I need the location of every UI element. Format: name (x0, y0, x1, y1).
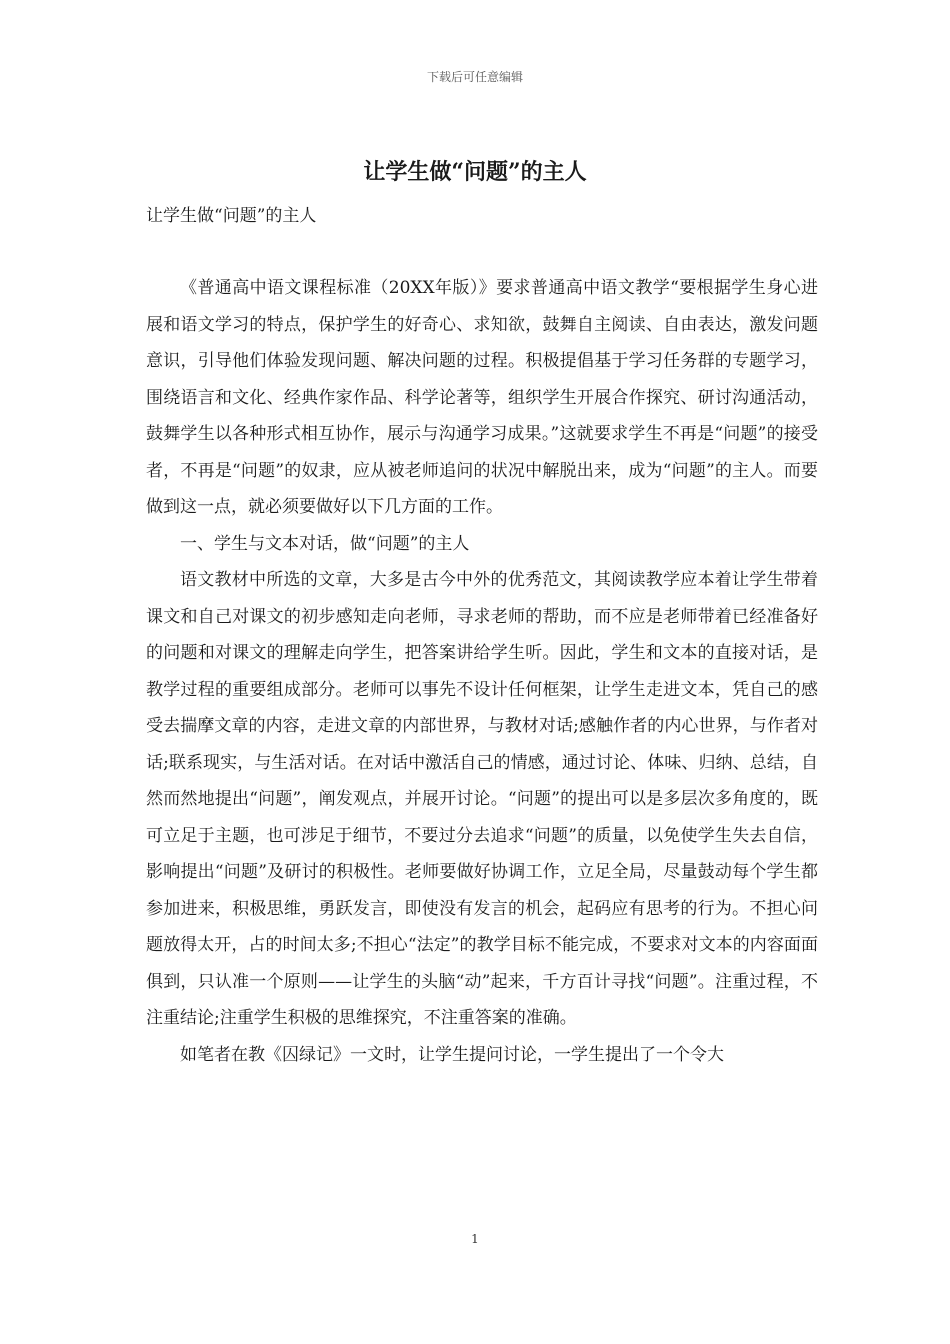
paragraph-example: 如笔者在教《囚绿记》一文时，让学生提问讨论，一学生提出了一个令大 (180, 1044, 724, 1065)
page-number: 1 (471, 1232, 479, 1246)
paragraph-intro: 《普通高中语文课程标准（20XX年版）》要求普通高中语文教学“要根据学生身心进展和语文学习的特点，保护学生的好奇心、求知欲，鼓舞自主阅读、自由表达，激发问题意识，引导他们体验发现问题、解决问题的过程。积极提倡基于学习任务群的专题学习，围绕语言和文化、经典作家作品、科学论著等，组织学生开展合作探究、研讨沟通活动，鼓舞学生以各种形式相互协作，展示与沟通学习成果。”这就要求学生不再是“问题”的接受者，不再是“问题”的奴隶，应从被老师追问的状况中解脱出来，成为“问题”的主人。而要做到这一点，就必须要做好以下几方面的工作。 (146, 278, 818, 517)
section-heading-1: 一、学生与文本对话，做“问题”的主人 (180, 533, 470, 554)
document-subtitle: 让学生做“问题”的主人 (146, 206, 317, 226)
document-body (146, 270, 818, 1073)
header-note: 下载后可任意编辑 (426, 70, 523, 84)
document-title: 让学生做“问题”的主人 (363, 159, 587, 185)
paragraph-section-1: 语文教材中所选的文章，大多是古今中外的优秀范文，其阅读教学应本着让学生带着课文和自己对课文的初步感知走向老师，寻求老师的帮助，而不应是老师带着已经准备好的问题和对课文的理解走向学生，把答案讲给学生听。因此，学生和文本的直接对话，是教学过程的重要组成部分。老师可以事先不设计任何框架，让学生走进文本，凭自己的感受去揣摩文章的内容，走进文章的内部世界，与教材对话;感触作者的内心世界，与作者对话;联系现实，与生活对话。在对话中激活自己的情感，通过讨论、体味、归纳、总结，自然而然地提出“问题”，阐发观点，并展开讨论。“问题”的提出可以是多层次多角度的，既可立足于主题，也可涉足于细节，不要过分去追求“问题”的质量，以免使学生失去自信，影响提出“问题”及研讨的积极性。老师要做好协调工作，立足全局，尽量鼓动每个学生都参加进来，积极思维，勇跃发言，即使没有发言的机会，起码应有思考的行为。不担心问题放得太开，占的时间太多;不担心“法定”的教学目标不能完成，不要求对文本的内容面面俱到，只认准一个原则——让学生的头脑“动”起来，千方百计寻找“问题”。注重过程，不注重结论;注重学生积极的思维探究，不注重答案的准确。 (146, 570, 818, 1028)
